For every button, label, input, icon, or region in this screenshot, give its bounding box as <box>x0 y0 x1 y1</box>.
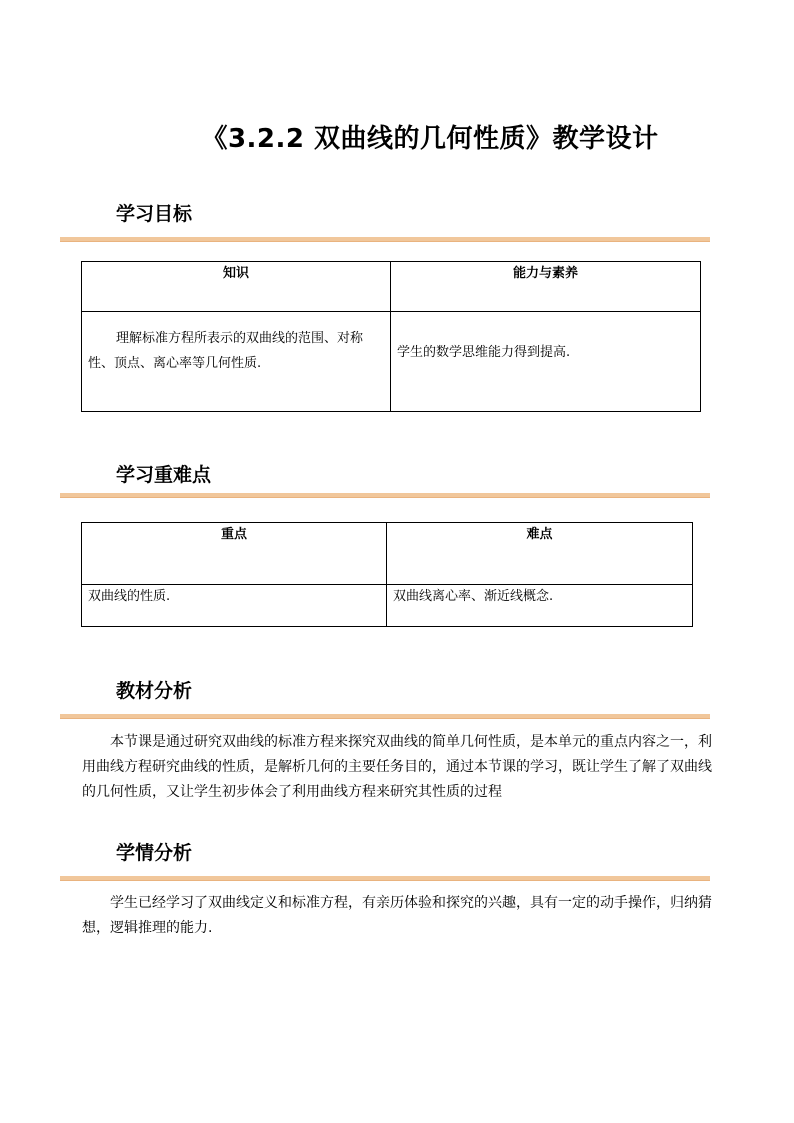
section-divider <box>60 237 710 242</box>
key-points-heading: 学习重难点 <box>116 464 212 486</box>
section-divider <box>60 876 710 881</box>
objectives-cell-ability: 学生的数学思维能力得到提高. <box>391 312 701 412</box>
key-points-header-difficulty: 难点 <box>387 523 693 585</box>
key-points-table <box>81 522 693 627</box>
section-divider <box>60 714 710 719</box>
section-divider <box>60 493 710 498</box>
key-points-cell-difficulty: 双曲线离心率、渐近线概念. <box>387 585 693 627</box>
document-title: 《3.2.2 双曲线的几何性质》教学设计 <box>201 124 659 154</box>
objectives-heading: 学习目标 <box>116 203 193 225</box>
key-points-header-focus: 重点 <box>82 523 387 585</box>
objectives-table <box>81 261 701 412</box>
key-points-cell-focus: 双曲线的性质. <box>82 585 387 627</box>
material-analysis-heading: 教材分析 <box>116 680 193 702</box>
objectives-cell-knowledge: 理解标准方程所表示的双曲线的范围、对称性、顶点、离心率等几何性质. <box>82 312 391 412</box>
objectives-header-knowledge: 知识 <box>82 262 391 312</box>
objectives-header-ability: 能力与素养 <box>391 262 701 312</box>
student-analysis-text: 学生已经学习了双曲线定义和标准方程，有亲历体验和探究的兴趣，具有一定的动手操作，归纳猜想，逻辑推理的能力. <box>82 895 712 936</box>
material-analysis-text: 本节课是通过研究双曲线的标准方程来探究双曲线的简单几何性质，是本单元的重点内容之一，利用曲线方程研究曲线的性质，是解析几何的主要任务目的，通过本节课的学习，既让学生了解了双曲线的几何性质，又让学生初步体会了利用曲线方程来研究其性质的过程 <box>82 734 712 800</box>
student-analysis-heading: 学情分析 <box>116 842 193 864</box>
